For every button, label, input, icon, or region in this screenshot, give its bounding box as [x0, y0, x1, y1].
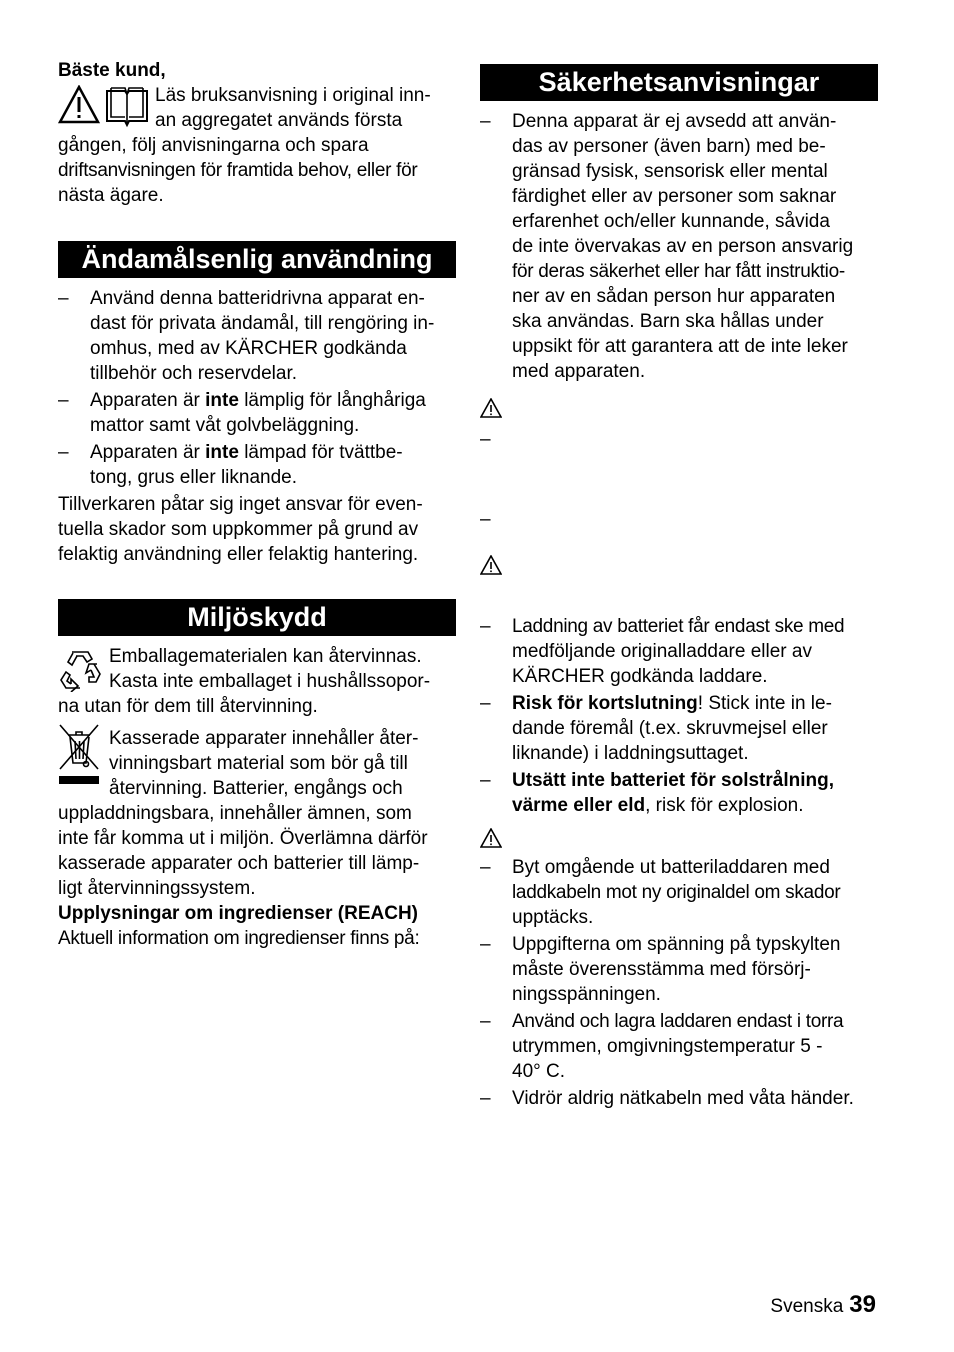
- disposal-line: Kasserade apparater innehåller åter-: [109, 728, 419, 749]
- list-dash: –: [480, 1011, 491, 1032]
- list-dash: –: [480, 770, 491, 791]
- list-dash: –: [58, 390, 69, 411]
- list-item: [58, 440, 456, 490]
- section-heading-safety: Säkerhetsanvisningar: [480, 64, 878, 101]
- list-text: erfarenhet och/eller kunnande, såvida: [512, 211, 830, 232]
- list-item: [480, 1009, 878, 1084]
- list-text: KÄRCHER godkända laddare.: [512, 666, 768, 687]
- list-text: upptäcks.: [512, 907, 594, 928]
- list-text: Risk för kortslutning! Stick inte in le-: [512, 693, 832, 714]
- packaging-line: Emballagematerialen kan återvinnas.: [109, 646, 422, 667]
- list-text: omhus, med av KÄRCHER godkända: [90, 338, 407, 359]
- crossed-bin-icon: [58, 723, 102, 787]
- list-text: Byt omgående ut batteriladdaren med: [512, 857, 830, 878]
- list-item: [480, 1086, 878, 1111]
- list-dash: –: [480, 111, 491, 132]
- list-dash: –: [480, 429, 491, 450]
- list-text: uppsikt för att garantera att de inte leker: [512, 336, 848, 357]
- list-text: dande föremål (t.ex. skruvmejsel eller: [512, 718, 828, 739]
- intro-line: gången, följ anvisningarna och spara: [58, 135, 369, 156]
- recycling-icon: [58, 648, 102, 692]
- packaging-line: na utan för dem till återvinning.: [58, 696, 318, 717]
- list-text: tillbehör och reservdelar.: [90, 363, 297, 384]
- list-text: Vidrör aldrig nätkabeln med våta händer.: [512, 1088, 854, 1109]
- note-line: Tillverkaren påtar sig inget ansvar för even-: [58, 494, 423, 515]
- manual-book-icon: [104, 85, 150, 129]
- intro-block: [58, 83, 456, 208]
- list-item: [58, 388, 456, 438]
- intro-line: driftsanvisningen för framtida behov, eller för: [58, 160, 418, 181]
- list-dash: –: [480, 509, 491, 530]
- intro-line: an aggregatet används första: [155, 110, 403, 131]
- page-number: 39: [849, 1291, 876, 1318]
- list-text: Denna apparat är ej avsedd att använ-: [512, 111, 837, 132]
- disposal-line: uppladdningsbara, innehåller ämnen, som: [58, 803, 412, 824]
- list-text: Apparaten är inte lämplig för långhåriga: [90, 390, 426, 411]
- list-text: ner av en sådan person hur apparaten: [512, 286, 836, 307]
- list-dash: –: [480, 693, 491, 714]
- list-text: värme eller eld, risk för explosion.: [512, 795, 804, 816]
- list-text: ningsspänningen.: [512, 984, 661, 1005]
- greeting: Bäste kund,: [58, 60, 166, 81]
- list-text: måste överensstämma med försörj-: [512, 959, 811, 980]
- intro-line: Läs bruksanvisning i original inn-: [155, 85, 431, 106]
- list-text: medföljande originalladdare eller av: [512, 641, 812, 662]
- reach-title: Upplysningar om ingredienser (REACH): [58, 903, 418, 924]
- list-text: ska användas. Barn ska hållas under: [512, 311, 824, 332]
- intro-icons: [58, 85, 150, 129]
- disposal-block: [58, 726, 456, 901]
- note-line: tuella skador som uppkommer på grund av: [58, 519, 419, 540]
- list-item: [480, 855, 878, 930]
- list-text: mattor samt våt golvbeläggning.: [90, 415, 360, 436]
- list-dash: –: [480, 857, 491, 878]
- warning-icon: [480, 828, 502, 848]
- list-item: [58, 286, 456, 386]
- list-text: för deras säkerhet eller har fått instruktio-: [512, 261, 845, 282]
- packaging-block: [58, 644, 456, 719]
- list-text: Använd denna batteridrivna apparat en-: [90, 288, 425, 309]
- list-text: Uppgifterna om spänning på typskylten: [512, 934, 841, 955]
- list-text: Utsätt inte batteriet för solstrålning,: [512, 770, 834, 791]
- disposal-line: ligt återvinningssystem.: [58, 878, 256, 899]
- list-item: [480, 768, 878, 818]
- list-text: 40° C.: [512, 1061, 566, 1082]
- disposal-line: inte får komma ut i miljön. Överlämna därför: [58, 828, 428, 849]
- list-text: laddkabeln mot ny originaldel om skador: [512, 882, 841, 903]
- list-dash: –: [58, 442, 69, 463]
- list-text: med apparaten.: [512, 361, 646, 382]
- list-item: [480, 614, 878, 689]
- list-dash: –: [480, 616, 491, 637]
- disposal-line: kasserade apparater och batterier till lämp-: [58, 853, 420, 874]
- section-heading-environment: Miljöskydd: [58, 599, 456, 636]
- left-column: [58, 58, 456, 951]
- list-text: dast för privata ändamål, till rengöring in-: [90, 313, 435, 334]
- list-text: Använd och lagra laddaren endast i torra: [512, 1011, 844, 1032]
- list-text: tong, grus eller liknande.: [90, 467, 298, 488]
- warning-icon: [480, 555, 502, 575]
- list-text: utrymmen, omgivningstemperatur 5 -: [512, 1036, 823, 1057]
- list-text: das av personer (även barn) med be-: [512, 136, 826, 157]
- list-text: liknande) i laddningsuttaget.: [512, 743, 749, 764]
- list-dash: –: [480, 1088, 491, 1109]
- use-note: [58, 492, 456, 567]
- list-text: Apparaten är inte lämpad för tvättbe-: [90, 442, 403, 463]
- note-line: felaktig användning eller felaktig hantering.: [58, 544, 419, 565]
- use-list: [58, 286, 456, 490]
- list-text: färdighet eller av personer som saknar: [512, 186, 837, 207]
- list-item: [480, 932, 878, 1007]
- list-dash: –: [480, 934, 491, 955]
- reach-text: Aktuell information om ingredienser finns på:: [58, 928, 420, 949]
- list-item: [480, 691, 878, 766]
- intro-line: nästa ägare.: [58, 185, 164, 206]
- list-text: gränsad fysisk, sensorisk eller mental: [512, 161, 828, 182]
- disposal-line: återvinning. Batterier, engångs och: [109, 778, 403, 799]
- list-dash: –: [58, 288, 69, 309]
- page-footer: [770, 1290, 876, 1322]
- section-heading-use: Ändamålsenlig användning: [58, 241, 456, 278]
- list-text: Laddning av batteriet får endast ske med: [512, 616, 845, 637]
- list-text: de inte övervakas av en person ansvarig: [512, 236, 854, 257]
- warning-icon: [480, 398, 502, 418]
- list-item: [480, 109, 878, 384]
- packaging-line: Kasta inte emballaget i hushållssopor-: [109, 671, 431, 692]
- right-column: [480, 64, 878, 1111]
- footer-language: Svenska: [770, 1296, 844, 1317]
- disposal-line: vinningsbart material som bör gå till: [109, 753, 408, 774]
